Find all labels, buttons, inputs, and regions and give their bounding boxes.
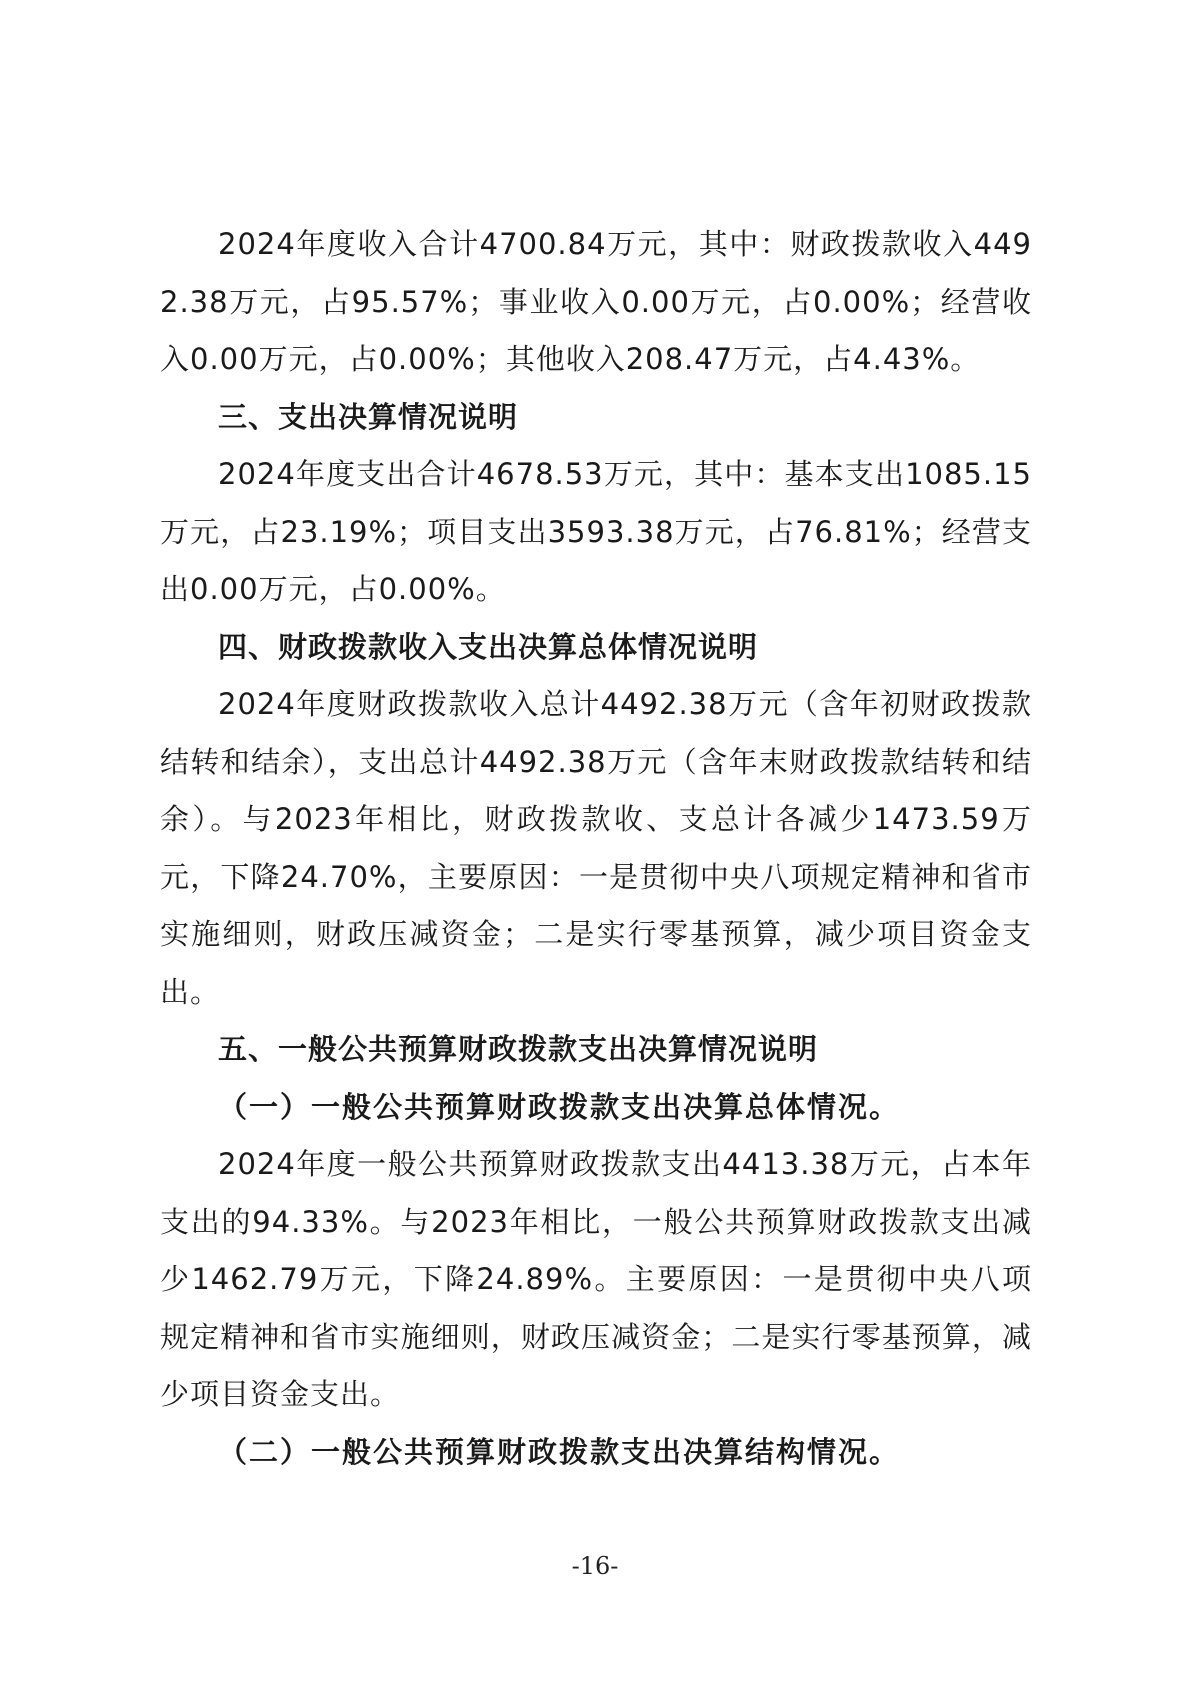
- expense-paragraph: 2024年度支出合计4678.53万元，其中：基本支出1085.15万元，占23.19%；项目支出3593.38万元，占76.81%；经营支出0.00万元，占0.00%。: [160, 457, 1032, 606]
- fiscal-paragraph: 2024年度财政拨款收入总计4492.38万元（含年初财政拨款结转和结余），支出总计4492.38万元（含年末财政拨款结转和结余）。与2023年相比，财政拨款收、支总计各减少1473.59万元，下降24.70%，主要原因：一是贯彻中央八项规定精神和省市实施细则，财政压减资金；二是实行零基预算，减少项目资金支出。: [160, 687, 1032, 1009]
- subsection-2-heading: （二）一般公共预算财政拨款支出决算结构情况。: [218, 1434, 901, 1469]
- section-5-heading: 五、一般公共预算财政拨款支出决算情况说明: [218, 1032, 819, 1066]
- document-body: [160, 216, 1032, 1481]
- income-paragraph: 2024年度收入合计4700.84万元，其中：财政拨款收入4492.38万元，占95.57%；事业收入0.00万元，占0.00%；经营收入0.00万元，占0.00%；其他收入208.47万元，占4.43%。: [160, 227, 1032, 376]
- section-3-heading: 三、支出决算情况说明: [218, 399, 519, 434]
- general-budget-paragraph: 2024年度一般公共预算财政拨款支出4413.38万元，占本年支出的94.33%。与2023年相比，一般公共预算财政拨款支出减少1462.79万元，下降24.89%。主要原因：一是贯彻中央八项规定精神和省市实施细则，财政压减资金；二是实行零基预算，减少项目资金支出。: [160, 1147, 1032, 1411]
- section-4-heading: 四、财政拨款收入支出决算总体情况说明: [218, 629, 759, 664]
- page-number: -16-: [571, 1552, 619, 1580]
- subsection-1-heading: （一）一般公共预算财政拨款支出决算总体情况。: [218, 1089, 901, 1124]
